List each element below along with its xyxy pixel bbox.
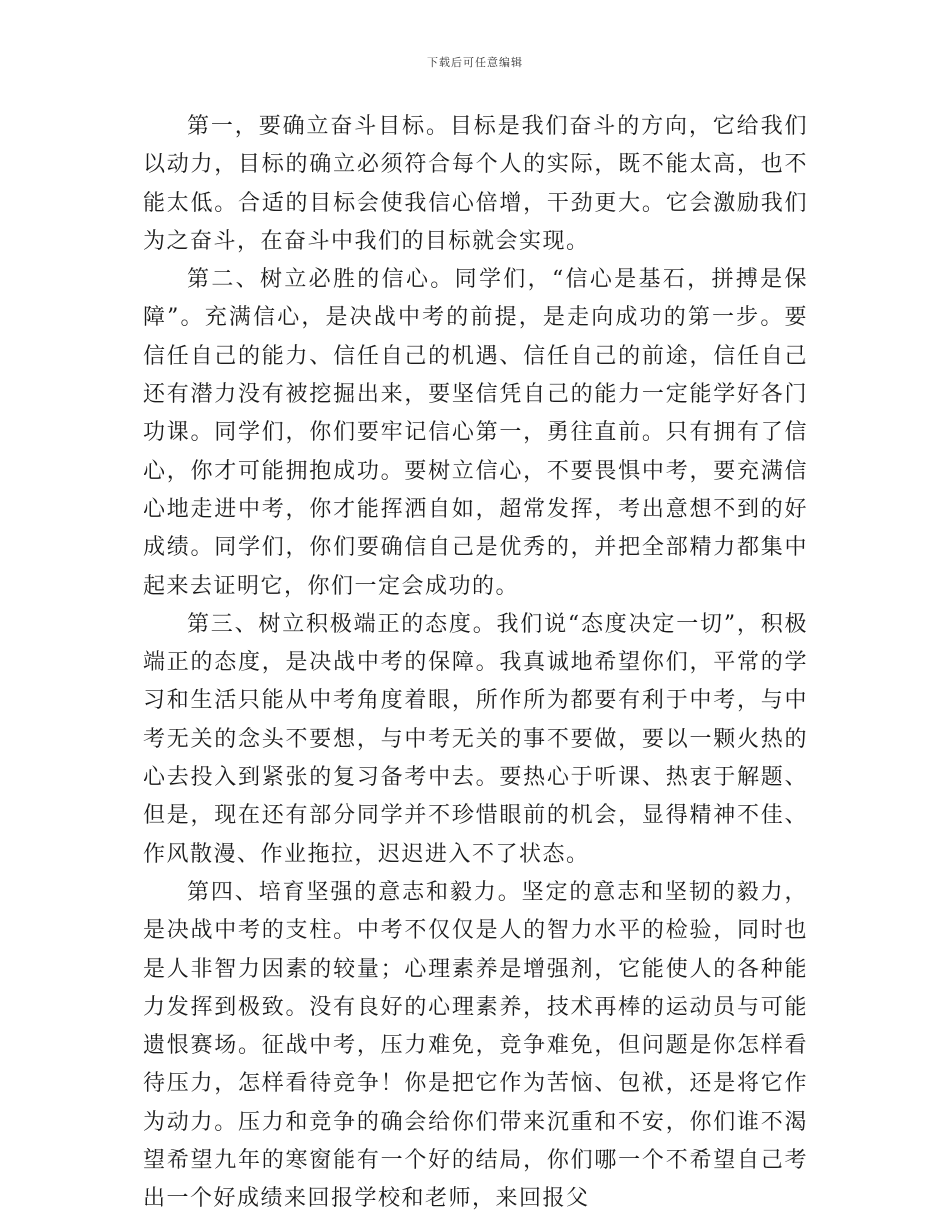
page-header-note: 下载后可任意编辑: [427, 56, 523, 69]
paragraph-2: 第二、树立必胜的信心。同学们，“信心是基石，拼搏是保障”。充满信心，是决战中考的前提，是走向成功的第一步。要信任自己的能力、信任自己的机遇、信任自己的前途，信任自己还有潜力没有被挖掘出来，要坚信凭自己的能力一定能学好各门功课。同学们，你们要牢记信心第一，勇往直前。只有拥有了信心，你才可能拥抱成功。要树立信心，不要畏惧中考，要充满信心地走进中考，你才能挥洒自如，超常发挥，考出意想不到的好成绩。同学们，你们要确信自己是优秀的，并把全部精力都集中起来去证明它，你们一定会成功的。: [143, 267, 808, 599]
paragraph-3: 第三、树立积极端正的态度。我们说“态度决定一切”，积极端正的态度，是决战中考的保障。我真诚地希望你们，平常的学习和生活只能从中考角度着眼，所作所为都要有利于中考，与中考无关的念头不要想，与中考无关的事不要做，要以一颗火热的心去投入到紧张的复习备考中去。要热心于听课、热衷于解题、但是，现在还有部分同学并不珍惜眼前的机会，显得精神不佳、作风散漫、作业拖拉，迟迟进入不了状态。: [143, 611, 808, 867]
paragraph-4: 第四、培育坚强的意志和毅力。坚定的意志和坚韧的毅力，是决战中考的支柱。中考不仅仅是人的智力水平的检验，同时也是人非智力因素的较量；心理素养是增强剂，它能使人的各种能力发挥到极致。没有良好的心理素养，技术再棒的运动员与可能遗恨赛场。征战中考，压力难免，竞争难免，但问题是你怎样看待压力，怎样看待竞争！你是把它作为苦恼、包袱，还是将它作为动力。压力和竞争的确会给你们带来沉重和不安，你们谁不渴望希望九年的寒窗能有一个好的结局，你们哪一个不希望自己考出一个好成绩来回报学校和老师，来回报父: [143, 879, 808, 1212]
paragraph-1: 第一，要确立奋斗目标。目标是我们奋斗的方向，它给我们以动力，目标的确立必须符合每个人的实际，既不能太高，也不能太低。合适的目标会使我信心倍增，干劲更大。它会激励我们为之奋斗，在奋斗中我们的目标就会实现。: [143, 114, 808, 254]
document-body: [143, 108, 808, 1219]
